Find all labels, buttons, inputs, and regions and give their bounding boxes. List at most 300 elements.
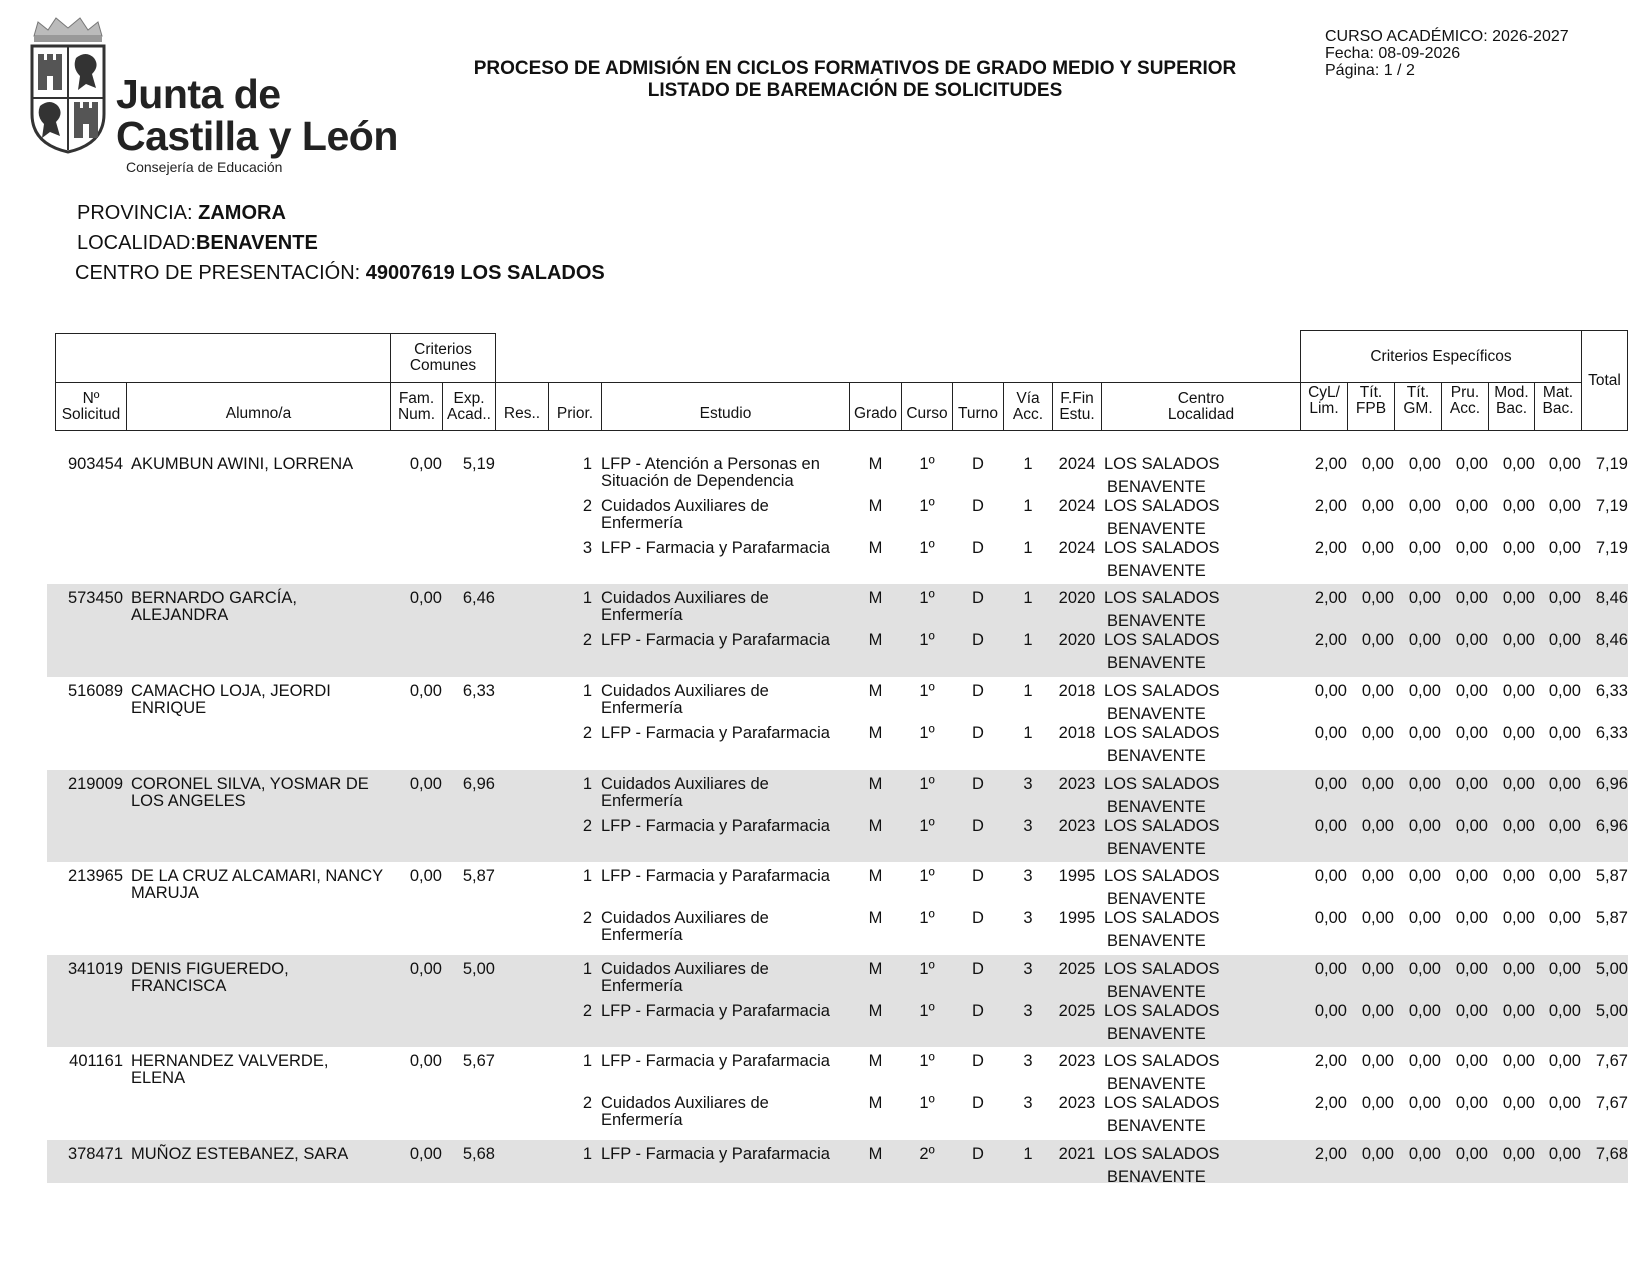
centro-name: LOS SALADOS bbox=[1104, 1052, 1220, 1070]
tit-gm-value: 0,00 bbox=[1408, 724, 1441, 742]
fecha-fin-value: 2021 bbox=[1058, 1145, 1096, 1163]
header-criterios-comunes bbox=[390, 333, 496, 383]
tit-gm-value: 0,00 bbox=[1408, 631, 1441, 649]
via-acceso-value: 3 bbox=[1023, 1094, 1033, 1112]
header-alumno-label: Alumno/a bbox=[225, 405, 292, 422]
header-fam-l1: Fam. bbox=[398, 389, 435, 407]
localidad-name: BENAVENTE bbox=[1107, 612, 1206, 630]
fam-num-value: 0,00 bbox=[409, 1145, 442, 1163]
header-blank-top bbox=[55, 333, 391, 383]
grado-value: M bbox=[868, 1002, 883, 1020]
mat-bac-value: 0,00 bbox=[1548, 1002, 1581, 1020]
tit-fpb-value: 0,00 bbox=[1361, 1094, 1394, 1112]
header-curso bbox=[901, 382, 953, 431]
mat-bac-value: 0,00 bbox=[1548, 497, 1581, 515]
header-cyl-l1: CyL/ bbox=[1308, 384, 1340, 401]
prioridad-value: 1 bbox=[582, 589, 592, 607]
fecha-fin-value: 1995 bbox=[1058, 867, 1096, 885]
turno-value: D bbox=[972, 817, 984, 835]
mod-bac-value: 0,00 bbox=[1502, 682, 1535, 700]
centro-name: LOS SALADOS bbox=[1104, 631, 1220, 649]
pru-acc-value: 0,00 bbox=[1455, 775, 1488, 793]
prioridad-value: 2 bbox=[582, 817, 592, 835]
pru-acc-value: 0,00 bbox=[1455, 682, 1488, 700]
pru-acc-value: 0,00 bbox=[1455, 1002, 1488, 1020]
estudio-name: Cuidados Auxiliares de Enfermería bbox=[601, 775, 769, 810]
tit-gm-value: 0,00 bbox=[1408, 867, 1441, 885]
mat-bac-value: 0,00 bbox=[1548, 1145, 1581, 1163]
fecha-fin-value: 1995 bbox=[1058, 909, 1096, 927]
document-subtitle: LISTADO DE BAREMACIÓN DE SOLICITUDES bbox=[647, 80, 1063, 101]
curso-value: 1º bbox=[919, 867, 935, 885]
pru-acc-value: 0,00 bbox=[1455, 724, 1488, 742]
mod-bac-value: 0,00 bbox=[1502, 1094, 1535, 1112]
via-acceso-value: 1 bbox=[1023, 589, 1033, 607]
header-prior-label: Prior. bbox=[556, 405, 594, 422]
total-value: 5,87 bbox=[1595, 867, 1628, 885]
logo-subtitle: Consejería de Educación bbox=[126, 159, 283, 175]
estudio-name: Cuidados Auxiliares de Enfermería bbox=[601, 589, 769, 624]
turno-value: D bbox=[972, 455, 984, 473]
header-mat-l2: Bac. bbox=[1542, 400, 1574, 417]
alumno-name: AKUMBUN AWINI, LORRENA bbox=[131, 455, 354, 473]
header-estudio bbox=[601, 382, 850, 431]
curso-value: 1º bbox=[919, 589, 935, 607]
exp-acad-value: 6,33 bbox=[462, 682, 495, 700]
header-solicitud bbox=[55, 382, 127, 431]
localidad-name: BENAVENTE bbox=[1107, 705, 1206, 723]
cyl-value: 0,00 bbox=[1314, 724, 1347, 742]
header-fpb bbox=[1347, 382, 1395, 431]
tit-fpb-value: 0,00 bbox=[1361, 1002, 1394, 1020]
header-via-l1: Vía bbox=[1016, 389, 1040, 407]
pru-acc-value: 0,00 bbox=[1455, 1052, 1488, 1070]
fecha-fin-value: 2018 bbox=[1058, 682, 1096, 700]
centro-line bbox=[75, 262, 605, 285]
mat-bac-value: 0,00 bbox=[1548, 724, 1581, 742]
exp-acad-value: 5,00 bbox=[462, 960, 495, 978]
tit-gm-value: 0,00 bbox=[1408, 1145, 1441, 1163]
centro-name: LOS SALADOS bbox=[1104, 1094, 1220, 1112]
localidad-name: BENAVENTE bbox=[1107, 1025, 1206, 1043]
cyl-value: 0,00 bbox=[1314, 682, 1347, 700]
alumno-name: BERNARDO GARCÍA, ALEJANDRA bbox=[131, 589, 297, 624]
localidad-name: BENAVENTE bbox=[1107, 798, 1206, 816]
fecha-fin-value: 2020 bbox=[1058, 589, 1096, 607]
exp-acad-value: 6,46 bbox=[462, 589, 495, 607]
exp-acad-value: 5,19 bbox=[462, 455, 495, 473]
total-value: 7,67 bbox=[1595, 1052, 1628, 1070]
pru-acc-value: 0,00 bbox=[1455, 1094, 1488, 1112]
header-criterios-especificos-label: Criterios Específicos bbox=[1370, 347, 1512, 365]
cyl-value: 0,00 bbox=[1314, 817, 1347, 835]
header-mod-l1: Mod. bbox=[1494, 384, 1529, 401]
centro-value: 49007619 LOS SALADOS bbox=[365, 262, 605, 284]
alumno-name: CORONEL SILVA, YOSMAR DE LOS ANGELES bbox=[131, 775, 369, 810]
alumno-name: CAMACHO LOJA, JEORDI ENRIQUE bbox=[131, 682, 331, 717]
fam-num-value: 0,00 bbox=[409, 682, 442, 700]
tit-fpb-value: 0,00 bbox=[1361, 909, 1394, 927]
header-ffin-l2: Estu. bbox=[1059, 405, 1095, 423]
estudio-name: LFP - Farmacia y Parafarmacia bbox=[601, 817, 830, 835]
mod-bac-value: 0,00 bbox=[1502, 497, 1535, 515]
curso-academico: CURSO ACADÉMICO: 2026-2027 bbox=[1325, 28, 1569, 45]
centro-name: LOS SALADOS bbox=[1104, 589, 1220, 607]
centro-name: LOS SALADOS bbox=[1104, 682, 1220, 700]
turno-value: D bbox=[972, 775, 984, 793]
tit-fpb-value: 0,00 bbox=[1361, 817, 1394, 835]
curso-value: 1º bbox=[919, 1094, 935, 1112]
mat-bac-value: 0,00 bbox=[1548, 817, 1581, 835]
total-value: 6,33 bbox=[1595, 724, 1628, 742]
pagina: Página: 1 / 2 bbox=[1325, 62, 1415, 79]
tit-fpb-value: 0,00 bbox=[1361, 455, 1394, 473]
curso-value: 1º bbox=[919, 539, 935, 557]
tit-gm-value: 0,00 bbox=[1408, 455, 1441, 473]
cyl-value: 2,00 bbox=[1314, 539, 1347, 557]
tit-gm-value: 0,00 bbox=[1408, 1094, 1441, 1112]
grado-value: M bbox=[868, 682, 883, 700]
pru-acc-value: 0,00 bbox=[1455, 1145, 1488, 1163]
header-turno bbox=[952, 382, 1004, 431]
tit-fpb-value: 0,00 bbox=[1361, 682, 1394, 700]
logo-text-line2: Castilla y León bbox=[116, 113, 398, 159]
curso-value: 1º bbox=[919, 631, 935, 649]
prioridad-value: 3 bbox=[582, 539, 592, 557]
localidad-name: BENAVENTE bbox=[1107, 890, 1206, 908]
total-value: 7,68 bbox=[1595, 1145, 1628, 1163]
localidad-name: BENAVENTE bbox=[1107, 747, 1206, 765]
fecha-fin-value: 2023 bbox=[1058, 775, 1096, 793]
fam-num-value: 0,00 bbox=[409, 1052, 442, 1070]
mod-bac-value: 0,00 bbox=[1502, 817, 1535, 835]
grado-value: M bbox=[868, 909, 883, 927]
header-curso-label: Curso bbox=[906, 405, 948, 422]
header-ffin-l1: F.Fin bbox=[1060, 389, 1094, 407]
via-acceso-value: 1 bbox=[1023, 455, 1033, 473]
via-acceso-value: 1 bbox=[1023, 724, 1033, 742]
total-value: 8,46 bbox=[1595, 631, 1628, 649]
localidad-line bbox=[77, 232, 318, 255]
header-criterios-comunes-l1: Criterios bbox=[414, 341, 472, 358]
via-acceso-value: 3 bbox=[1023, 775, 1033, 793]
pru-acc-value: 0,00 bbox=[1455, 817, 1488, 835]
via-acceso-value: 3 bbox=[1023, 817, 1033, 835]
total-value: 8,46 bbox=[1595, 589, 1628, 607]
mat-bac-value: 0,00 bbox=[1548, 775, 1581, 793]
localidad-value: BENAVENTE bbox=[195, 232, 318, 254]
pru-acc-value: 0,00 bbox=[1455, 631, 1488, 649]
centro-name: LOS SALADOS bbox=[1104, 497, 1220, 515]
estudio-name: LFP - Atención a Personas en Situación de Dependencia bbox=[601, 455, 820, 490]
grado-value: M bbox=[868, 455, 883, 473]
centro-name: LOS SALADOS bbox=[1104, 817, 1220, 835]
turno-value: D bbox=[972, 960, 984, 978]
grado-value: M bbox=[868, 1052, 883, 1070]
cyl-value: 2,00 bbox=[1314, 1094, 1347, 1112]
fecha: Fecha: 08-09-2026 bbox=[1325, 45, 1461, 62]
turno-value: D bbox=[972, 867, 984, 885]
alumno-name: DE LA CRUZ ALCAMARI, NANCY MARUJA bbox=[131, 867, 383, 902]
curso-value: 1º bbox=[919, 455, 935, 473]
pru-acc-value: 0,00 bbox=[1455, 909, 1488, 927]
mod-bac-value: 0,00 bbox=[1502, 589, 1535, 607]
total-value: 7,67 bbox=[1595, 1094, 1628, 1112]
solicitud-number: 378471 bbox=[67, 1145, 123, 1163]
header-fam-l2: Num. bbox=[397, 405, 436, 423]
tit-gm-value: 0,00 bbox=[1408, 817, 1441, 835]
estudio-name: LFP - Farmacia y Parafarmacia bbox=[601, 724, 830, 742]
prioridad-value: 2 bbox=[582, 631, 592, 649]
document-title: PROCESO DE ADMISIÓN EN CICLOS FORMATIVOS DE GRADO MEDIO Y SUPERIOR bbox=[473, 58, 1237, 79]
tit-fpb-value: 0,00 bbox=[1361, 497, 1394, 515]
fecha-fin-value: 2025 bbox=[1058, 1002, 1096, 1020]
solicitud-number: 341019 bbox=[67, 960, 123, 978]
mat-bac-value: 0,00 bbox=[1548, 631, 1581, 649]
mat-bac-value: 0,00 bbox=[1548, 539, 1581, 557]
mod-bac-value: 0,00 bbox=[1502, 1145, 1535, 1163]
exp-acad-value: 5,67 bbox=[462, 1052, 495, 1070]
fecha-fin-value: 2024 bbox=[1058, 497, 1096, 515]
header-pru-l2: Acc. bbox=[1449, 400, 1481, 417]
prioridad-value: 2 bbox=[582, 1094, 592, 1112]
mat-bac-value: 0,00 bbox=[1548, 867, 1581, 885]
header-mod bbox=[1488, 382, 1535, 431]
header-solicitud-l2: Solicitud bbox=[61, 405, 121, 423]
header-via-l2: Acc. bbox=[1012, 405, 1044, 423]
centro-name: LOS SALADOS bbox=[1104, 960, 1220, 978]
tit-gm-value: 0,00 bbox=[1408, 960, 1441, 978]
total-value: 6,33 bbox=[1595, 682, 1628, 700]
turno-value: D bbox=[972, 589, 984, 607]
cyl-value: 2,00 bbox=[1314, 631, 1347, 649]
prioridad-value: 1 bbox=[582, 775, 592, 793]
header-gm bbox=[1394, 382, 1442, 431]
grado-value: M bbox=[868, 539, 883, 557]
cyl-value: 2,00 bbox=[1314, 1052, 1347, 1070]
prioridad-value: 1 bbox=[582, 867, 592, 885]
fam-num-value: 0,00 bbox=[409, 775, 442, 793]
grado-value: M bbox=[868, 631, 883, 649]
centro-name: LOS SALADOS bbox=[1104, 1145, 1220, 1163]
prioridad-value: 2 bbox=[582, 909, 592, 927]
curso-value: 1º bbox=[919, 909, 935, 927]
turno-value: D bbox=[972, 631, 984, 649]
fecha-fin-value: 2023 bbox=[1058, 1094, 1096, 1112]
curso-value: 1º bbox=[919, 497, 935, 515]
pru-acc-value: 0,00 bbox=[1455, 589, 1488, 607]
header-centro bbox=[1101, 382, 1301, 431]
header-mat-l1: Mat. bbox=[1542, 384, 1574, 401]
header-fpb-l2: FPB bbox=[1355, 400, 1387, 417]
pru-acc-value: 0,00 bbox=[1455, 497, 1488, 515]
cyl-value: 0,00 bbox=[1314, 960, 1347, 978]
grado-value: M bbox=[868, 960, 883, 978]
mod-bac-value: 0,00 bbox=[1502, 775, 1535, 793]
header-alumno bbox=[126, 382, 391, 431]
via-acceso-value: 1 bbox=[1023, 682, 1033, 700]
exp-acad-value: 6,96 bbox=[462, 775, 495, 793]
mat-bac-value: 0,00 bbox=[1548, 960, 1581, 978]
fam-num-value: 0,00 bbox=[409, 455, 442, 473]
total-value: 5,87 bbox=[1595, 909, 1628, 927]
via-acceso-value: 1 bbox=[1023, 1145, 1033, 1163]
curso-value: 1º bbox=[919, 682, 935, 700]
estudio-name: LFP - Farmacia y Parafarmacia bbox=[601, 1052, 830, 1070]
alumno-name: MUÑOZ ESTEBANEZ, SARA bbox=[131, 1145, 349, 1163]
tit-fpb-value: 0,00 bbox=[1361, 724, 1394, 742]
turno-value: D bbox=[972, 1052, 984, 1070]
grado-value: M bbox=[868, 817, 883, 835]
turno-value: D bbox=[972, 539, 984, 557]
estudio-name: LFP - Farmacia y Parafarmacia bbox=[601, 631, 830, 649]
via-acceso-value: 3 bbox=[1023, 867, 1033, 885]
mod-bac-value: 0,00 bbox=[1502, 539, 1535, 557]
alumno-name: DENIS FIGUEREDO, FRANCISCA bbox=[131, 960, 289, 995]
via-acceso-value: 1 bbox=[1023, 539, 1033, 557]
cyl-value: 0,00 bbox=[1314, 909, 1347, 927]
estudio-name: LFP - Farmacia y Parafarmacia bbox=[601, 539, 830, 557]
estudio-name: Cuidados Auxiliares de Enfermería bbox=[601, 909, 769, 944]
tit-gm-value: 0,00 bbox=[1408, 497, 1441, 515]
header-gm-l2: GM. bbox=[1403, 400, 1433, 417]
tit-gm-value: 0,00 bbox=[1408, 589, 1441, 607]
pru-acc-value: 0,00 bbox=[1455, 960, 1488, 978]
mod-bac-value: 0,00 bbox=[1502, 1052, 1535, 1070]
via-acceso-value: 3 bbox=[1023, 1002, 1033, 1020]
grado-value: M bbox=[868, 867, 883, 885]
cyl-value: 0,00 bbox=[1314, 775, 1347, 793]
header-cyl bbox=[1300, 382, 1348, 431]
header-centro-l2: Localidad bbox=[1167, 405, 1235, 423]
coat-of-arms-icon bbox=[28, 14, 108, 154]
header-pru bbox=[1441, 382, 1489, 431]
tit-gm-value: 0,00 bbox=[1408, 682, 1441, 700]
solicitud-number: 573450 bbox=[67, 589, 123, 607]
grado-value: M bbox=[868, 497, 883, 515]
localidad-label: LOCALIDAD: bbox=[77, 232, 196, 254]
header-mat bbox=[1534, 382, 1582, 431]
grado-value: M bbox=[868, 1145, 883, 1163]
mod-bac-value: 0,00 bbox=[1502, 909, 1535, 927]
curso-value: 1º bbox=[919, 1002, 935, 1020]
tit-gm-value: 0,00 bbox=[1408, 1002, 1441, 1020]
via-acceso-value: 3 bbox=[1023, 960, 1033, 978]
tit-fpb-value: 0,00 bbox=[1361, 775, 1394, 793]
mod-bac-value: 0,00 bbox=[1502, 631, 1535, 649]
turno-value: D bbox=[972, 1002, 984, 1020]
prioridad-value: 2 bbox=[582, 497, 592, 515]
header-total bbox=[1581, 330, 1628, 431]
estudio-name: Cuidados Auxiliares de Enfermería bbox=[601, 682, 769, 717]
turno-value: D bbox=[972, 909, 984, 927]
tit-fpb-value: 0,00 bbox=[1361, 960, 1394, 978]
curso-value: 2º bbox=[919, 1145, 935, 1163]
fecha-fin-value: 2024 bbox=[1058, 455, 1096, 473]
cyl-value: 2,00 bbox=[1314, 1145, 1347, 1163]
pru-acc-value: 0,00 bbox=[1455, 867, 1488, 885]
solicitud-number: 903454 bbox=[67, 455, 123, 473]
provincia-label: PROVINCIA: bbox=[77, 202, 193, 224]
prioridad-value: 1 bbox=[582, 960, 592, 978]
tit-gm-value: 0,00 bbox=[1408, 909, 1441, 927]
turno-value: D bbox=[972, 497, 984, 515]
header-fpb-l1: Tít. bbox=[1359, 384, 1383, 401]
mod-bac-value: 0,00 bbox=[1502, 960, 1535, 978]
cyl-value: 0,00 bbox=[1314, 1002, 1347, 1020]
prioridad-value: 1 bbox=[582, 682, 592, 700]
header-solicitud-l1: Nº bbox=[82, 389, 100, 407]
mat-bac-value: 0,00 bbox=[1548, 682, 1581, 700]
fecha-fin-value: 2018 bbox=[1058, 724, 1096, 742]
provincia-value: ZAMORA bbox=[198, 202, 286, 224]
header-mod-l2: Bac. bbox=[1495, 400, 1527, 417]
curso-value: 1º bbox=[919, 724, 935, 742]
header-prior bbox=[548, 382, 602, 431]
total-value: 5,00 bbox=[1595, 1002, 1628, 1020]
tit-fpb-value: 0,00 bbox=[1361, 1145, 1394, 1163]
header-exp-l1: Exp. bbox=[453, 389, 485, 407]
estudio-name: LFP - Farmacia y Parafarmacia bbox=[601, 1002, 830, 1020]
turno-value: D bbox=[972, 1094, 984, 1112]
prioridad-value: 2 bbox=[582, 1002, 592, 1020]
tit-fpb-value: 0,00 bbox=[1361, 589, 1394, 607]
mat-bac-value: 0,00 bbox=[1548, 1052, 1581, 1070]
via-acceso-value: 1 bbox=[1023, 497, 1033, 515]
fam-num-value: 0,00 bbox=[409, 867, 442, 885]
localidad-name: BENAVENTE bbox=[1107, 520, 1206, 538]
fecha-fin-value: 2023 bbox=[1058, 1052, 1096, 1070]
header-estudio-label: Estudio bbox=[699, 405, 752, 422]
estudio-name: Cuidados Auxiliares de Enfermería bbox=[601, 497, 769, 532]
localidad-name: BENAVENTE bbox=[1107, 654, 1206, 672]
prioridad-value: 1 bbox=[582, 455, 592, 473]
mat-bac-value: 0,00 bbox=[1548, 1094, 1581, 1112]
header-gm-l1: Tít. bbox=[1406, 384, 1430, 401]
localidad-name: BENAVENTE bbox=[1107, 983, 1206, 1001]
fecha-fin-value: 2023 bbox=[1058, 817, 1096, 835]
localidad-name: BENAVENTE bbox=[1107, 1075, 1206, 1093]
provincia-line bbox=[77, 202, 286, 225]
localidad-name: BENAVENTE bbox=[1107, 1168, 1206, 1186]
pru-acc-value: 0,00 bbox=[1455, 539, 1488, 557]
prioridad-value: 2 bbox=[582, 724, 592, 742]
prioridad-value: 1 bbox=[582, 1145, 592, 1163]
tit-gm-value: 0,00 bbox=[1408, 775, 1441, 793]
header-cyl-l2: Lim. bbox=[1309, 400, 1339, 417]
cyl-value: 0,00 bbox=[1314, 867, 1347, 885]
curso-value: 1º bbox=[919, 960, 935, 978]
localidad-name: BENAVENTE bbox=[1107, 478, 1206, 496]
localidad-name: BENAVENTE bbox=[1107, 1117, 1206, 1135]
estudio-name: LFP - Farmacia y Parafarmacia bbox=[601, 1145, 830, 1163]
centro-name: LOS SALADOS bbox=[1104, 539, 1220, 557]
header-fam bbox=[390, 382, 443, 431]
mat-bac-value: 0,00 bbox=[1548, 909, 1581, 927]
header-turno-label: Turno bbox=[958, 405, 998, 422]
exp-acad-value: 5,87 bbox=[462, 867, 495, 885]
curso-value: 1º bbox=[919, 817, 935, 835]
header-exp bbox=[442, 382, 496, 431]
centro-name: LOS SALADOS bbox=[1104, 724, 1220, 742]
estudio-name: LFP - Farmacia y Parafarmacia bbox=[601, 867, 830, 885]
fecha-fin-value: 2025 bbox=[1058, 960, 1096, 978]
solicitud-number: 401161 bbox=[69, 1052, 123, 1070]
header-exp-l2: Acad.. bbox=[447, 405, 491, 423]
localidad-name: BENAVENTE bbox=[1107, 840, 1206, 858]
header-ffin bbox=[1052, 382, 1102, 431]
prioridad-value: 1 bbox=[582, 1052, 592, 1070]
